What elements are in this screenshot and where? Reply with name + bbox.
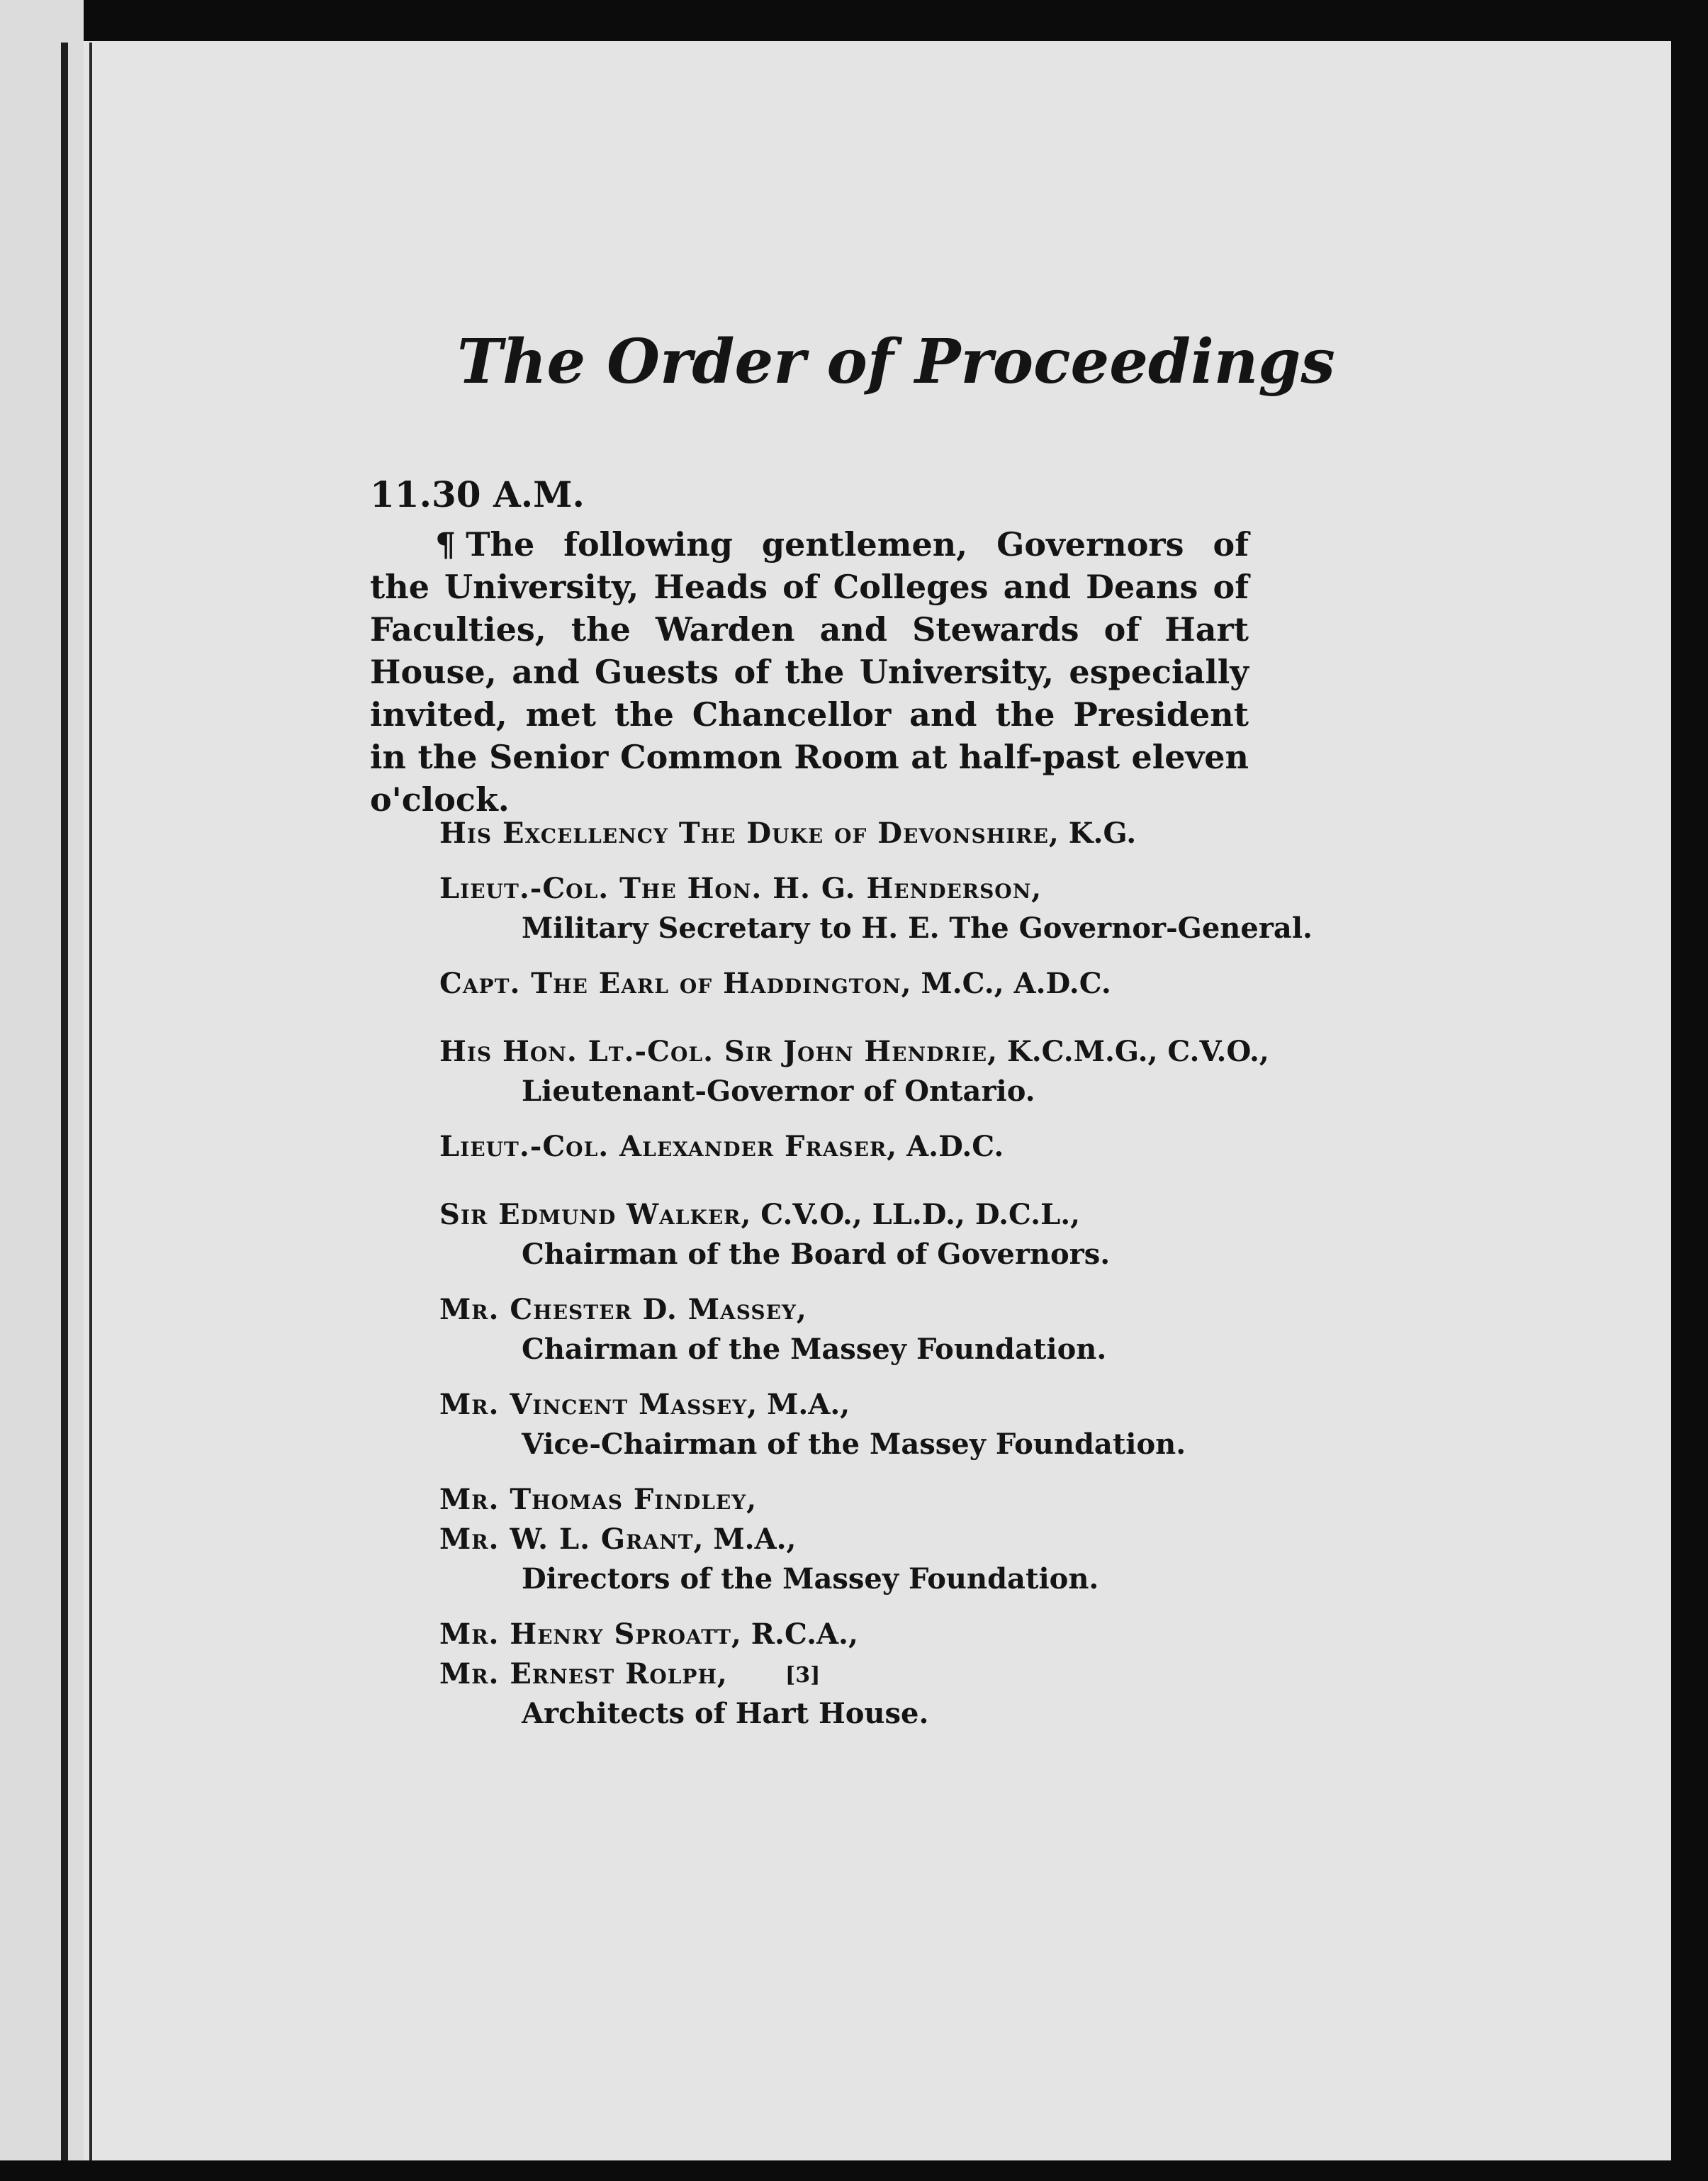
guest-name: Mr. Chester D. Massey: [439, 1293, 797, 1326]
intro-text: The following gentlemen, Governors of the University, Heads of Colleges and Deans of Faculties, the Warden and Stewards of Hart House, and Guests of the University, especially invited, met the Chancellor and the President in the Senior Common Room at half-past eleven o'clock.: [370, 525, 1249, 819]
guest-name: Mr. Ernest Rolph: [439, 1657, 717, 1691]
page-gutter-line: [89, 43, 92, 2162]
guest-entry: [439, 1290, 1313, 1330]
guest-name: Mr. Thomas Findley: [439, 1483, 747, 1516]
guest-entry: [439, 1127, 1313, 1167]
guest-honours: , K.G.: [1048, 817, 1137, 850]
guest-role: Lieutenant-Governor of Ontario.: [522, 1075, 1035, 1108]
guest-entry: [439, 1615, 1313, 1654]
guest-name: Mr. Vincent Massey: [439, 1388, 748, 1421]
guest-entry: [439, 1480, 1313, 1520]
binding-margin: [0, 0, 84, 2181]
guest-name: Mr. Henry Sproatt: [439, 1617, 731, 1651]
scan-border-bottom: [0, 2160, 1708, 2181]
guest-name: His Excellency The Duke of Devonshire: [439, 817, 1049, 850]
scan-border-top: [0, 0, 1708, 41]
session-time: 11.30 A.M.: [370, 473, 585, 515]
intro-paragraph: [370, 523, 1249, 821]
guest-honours: , A.D.C.: [887, 1130, 1004, 1163]
guest-honours: ,: [746, 1483, 757, 1516]
guest-honours: , C.V.O., LL.D., D.C.L.,: [741, 1198, 1081, 1231]
guest-honours: , R.C.A.,: [731, 1617, 858, 1651]
guest-name: Mr. W. L. Grant: [439, 1523, 694, 1556]
guest-role: Military Secretary to H. E. The Governor-General.: [522, 912, 1313, 945]
guest-entry: [439, 1032, 1313, 1072]
guest-role: Architects of Hart House.: [522, 1697, 929, 1730]
guest-name: Lieut.-Col. Alexander Fraser: [439, 1130, 887, 1163]
guest-list: [439, 814, 1313, 1734]
guest-entry: [439, 869, 1313, 909]
guest-honours: ,: [1031, 872, 1042, 905]
binding-edge: [61, 43, 68, 2162]
guest-entry: [439, 1654, 1313, 1694]
guest-honours: ,: [796, 1293, 807, 1326]
guest-name: Lieut.-Col. The Hon. H. G. Henderson: [439, 872, 1032, 905]
guest-entry: [439, 814, 1313, 853]
guest-name: Sir Edmund Walker: [439, 1198, 741, 1231]
pilcrow-mark: ¶: [435, 525, 456, 564]
guest-entry: [439, 1520, 1313, 1559]
guest-name: Capt. The Earl of Haddington: [439, 967, 901, 1000]
page-title: The Order of Proceedings: [457, 326, 1335, 398]
scan-border-right: [1671, 0, 1708, 2181]
guest-entry: [439, 1195, 1313, 1235]
guest-entry: [439, 1385, 1313, 1425]
guest-honours: ,: [717, 1657, 727, 1691]
guest-honours: , M.C., A.D.C.: [901, 967, 1111, 1000]
guest-role: Chairman of the Board of Governors.: [522, 1238, 1111, 1271]
guest-role: Chairman of the Massey Foundation.: [522, 1333, 1107, 1366]
guest-honours: , M.A.,: [693, 1523, 797, 1556]
guest-role: Vice-Chairman of the Massey Foundation.: [522, 1428, 1186, 1461]
guest-honours: , M.A.,: [747, 1388, 850, 1421]
guest-role: Directors of the Massey Foundation.: [522, 1562, 1099, 1596]
page-number: [3]: [785, 1663, 821, 1688]
guest-honours: , K.C.M.G., C.V.O.,: [987, 1035, 1269, 1068]
guest-name: His Hon. Lt.-Col. Sir John Hendrie: [439, 1035, 988, 1068]
guest-entry: [439, 964, 1313, 1004]
